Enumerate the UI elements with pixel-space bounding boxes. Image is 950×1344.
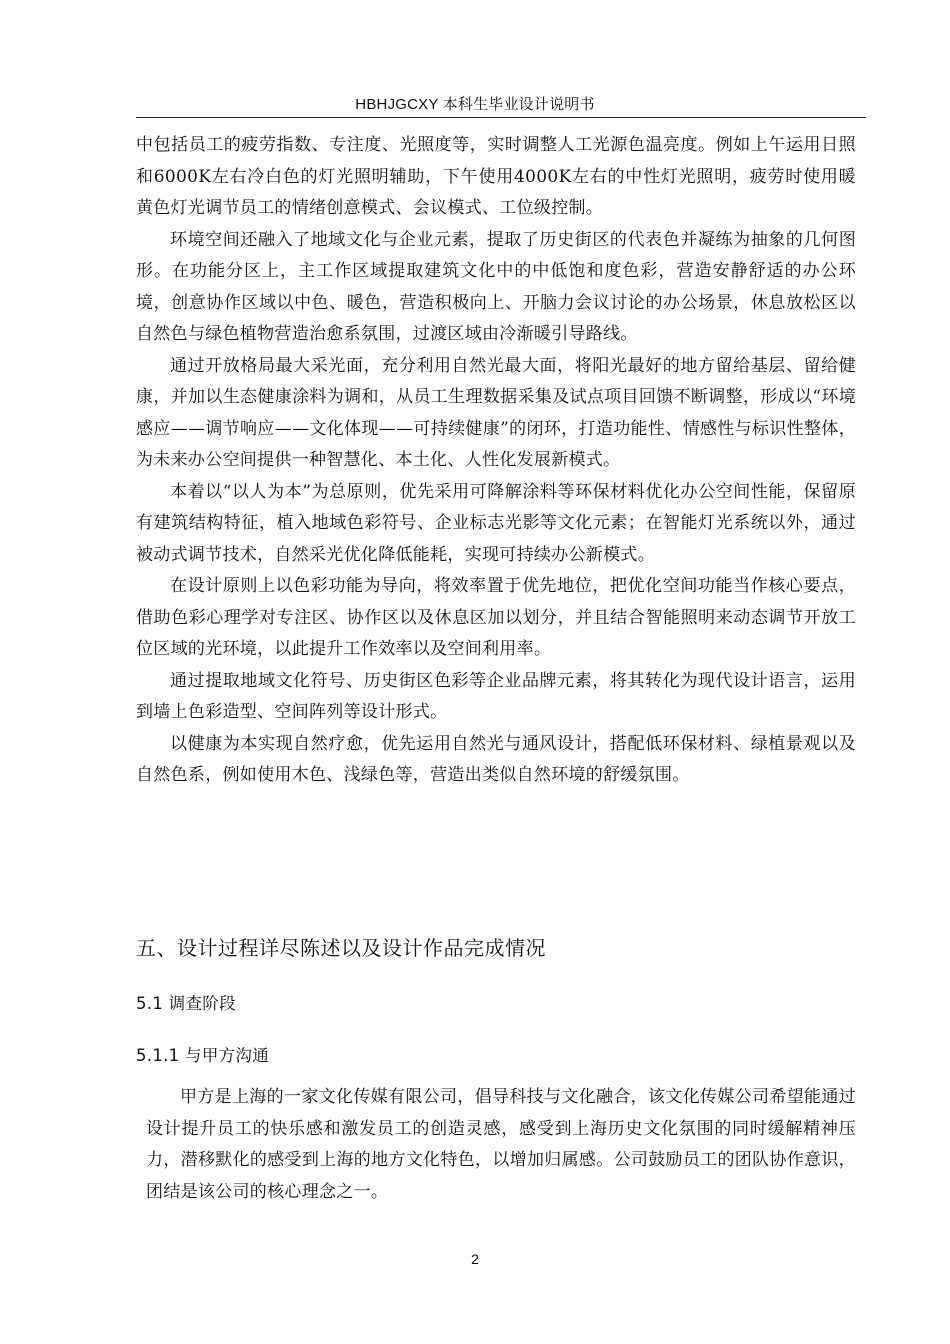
subsubsection-heading: 5.1.1 与甲方沟通 [136,1046,270,1065]
paragraph: 通过提取地域文化符号、历史街区色彩等企业品牌元素，将其转化为现代设计语言，运用到墙上色彩造型、空间阵列等设计形式。 [136,670,856,722]
body-text [136,130,856,792]
section-body [146,1082,856,1208]
paragraph: 在设计原则上以色彩功能为导向，将效率置于优先地位，把优化空间功能当作核心要点，借助色彩心理学对专注区、协作区以及休息区加以划分，并且结合智能照明来动态调节开放工位区域的光环境，以此提升工作效率以及空间利用率。 [136,576,856,659]
section-heading: 五、设计过程详尽陈述以及设计作品完成情况 [136,936,546,960]
page-number: 2 [471,1251,479,1267]
paragraph-continued: 中包括员工的疲劳指数、专注度、光照度等，实时调整人工光源色温亮度。例如上午运用日照和6000K左右冷白色的灯光照明辅助，下午使用4000K左右的中性灯光照明，疲劳时使用暖黄色灯光调节员工的情绪创意模式、会议模式、工位级控制。 [136,135,856,218]
paragraph: 以健康为本实现自然疗愈，优先运用自然光与通风设计，搭配低环保材料、绿植景观以及自然色系，例如使用木色、浅绿色等，营造出类似自然环境的舒缓氛围。 [136,733,856,785]
running-header: HBHJGCXY 本科生毕业设计说明书 [355,96,595,113]
paragraph: 通过开放格局最大采光面，充分利用自然光最大面，将阳光最好的地方留给基层、留给健康，并加以生态健康涂料为调和，从员工生理数据采集及试点项目回馈不断调整，形成以“环境感应——调节响应——文化体现——可持续健康”的闭环，打造功能性、情感性与标识性整体，为未来办公空间提供一种智慧化、本土化、人性化发展新模式。 [136,355,856,470]
subsection-heading: 5.1 调查阶段 [136,994,236,1013]
paragraph: 甲方是上海的一家文化传媒有限公司，倡导科技与文化融合，该文化传媒公司希望能通过设计提升员工的快乐感和激发员工的创造灵感，感受到上海历史文化氛围的同时缓解精神压力，潜移默化的感受到上海的地方文化特色，以增加归属感。公司鼓励员工的团队协作意识，团结是该公司的核心理念之一。 [146,1087,856,1202]
header-rule [136,117,866,118]
paragraph: 环境空间还融入了地域文化与企业元素，提取了历史街区的代表色并凝练为抽象的几何图形。在功能分区上，主工作区域提取建筑文化中的中低饱和度色彩，营造安静舒适的办公环境，创意协作区域以中色、暖色，营造积极向上、开脑力会议讨论的办公场景，休息放松区以自然色与绿色植物营造治愈系氛围，过渡区域由冷渐暖引导路线。 [136,229,856,344]
paragraph: 本着以“以人为本”为总原则，优先采用可降解涂料等环保材料优化办公空间性能，保留原有建筑结构特征，植入地域色彩符号、企业标志光影等文化元素；在智能灯光系统以外，通过被动式调节技术，自然采光优化降低能耗，实现可持续办公新模式。 [136,481,856,565]
